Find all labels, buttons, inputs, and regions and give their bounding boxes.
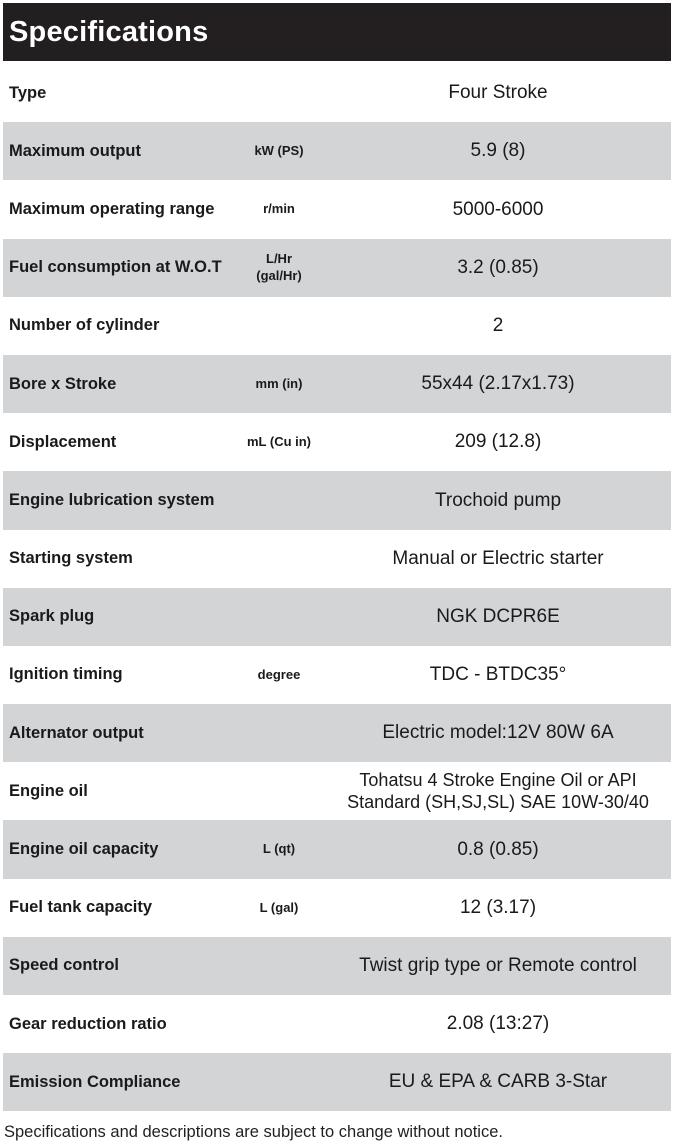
spec-row-maximum-output bbox=[3, 122, 671, 180]
spec-value: 2 bbox=[492, 314, 504, 336]
spec-table bbox=[3, 64, 671, 1111]
title-bar bbox=[3, 3, 671, 61]
spec-unit: degree bbox=[257, 666, 301, 682]
spec-row-number-of-cylinder bbox=[3, 297, 671, 355]
spec-label: Spark plug bbox=[9, 607, 95, 626]
spec-value: Twist grip type or Remote control bbox=[359, 955, 637, 977]
spec-value: 55x44 (2.17x1.73) bbox=[421, 373, 575, 395]
spec-label: Maximum output bbox=[9, 141, 141, 160]
spec-label: Alternator output bbox=[9, 723, 144, 742]
spec-value: Electric model:12V 80W 6A bbox=[382, 722, 614, 744]
spec-value: 12 (3.17) bbox=[459, 896, 537, 918]
spec-row-fuel-tank-capacity bbox=[3, 879, 671, 937]
spec-value: NGK DCPR6E bbox=[436, 605, 560, 627]
spec-value: TDC - BTDC35° bbox=[429, 664, 567, 686]
spec-row-fuel-consumption bbox=[3, 239, 671, 297]
spec-row-speed-control bbox=[3, 937, 671, 995]
spec-row-engine-oil-capacity bbox=[3, 820, 671, 878]
spec-value: 3.2 (0.85) bbox=[457, 256, 539, 278]
spec-unit: L (gal) bbox=[259, 899, 299, 915]
spec-value: 5000-6000 bbox=[452, 198, 544, 220]
spec-unit: L/Hr (gal/Hr) bbox=[256, 251, 302, 283]
spec-value: Manual or Electric starter bbox=[392, 547, 604, 569]
spec-row-ignition-timing bbox=[3, 646, 671, 704]
spec-label: Engine oil capacity bbox=[9, 840, 159, 859]
spec-unit: mm (in) bbox=[255, 375, 303, 391]
spec-value: 2.08 (13:27) bbox=[446, 1013, 550, 1035]
spec-label: Fuel tank capacity bbox=[9, 898, 153, 917]
spec-label: Engine oil bbox=[9, 781, 88, 800]
spec-row-spark-plug bbox=[3, 588, 671, 646]
spec-label: Bore x Stroke bbox=[9, 374, 117, 393]
spec-row-type bbox=[3, 64, 671, 122]
spec-label: Engine lubrication system bbox=[9, 490, 215, 509]
spec-row-displacement bbox=[3, 413, 671, 471]
spec-value: 5.9 (8) bbox=[470, 140, 526, 162]
spec-value: 0.8 (0.85) bbox=[457, 838, 539, 860]
spec-row-emission-compliance bbox=[3, 1053, 671, 1111]
spec-label: Starting system bbox=[9, 549, 133, 568]
spec-row-maximum-operating-range bbox=[3, 180, 671, 238]
spec-label: Speed control bbox=[9, 956, 120, 975]
footnote: Specifications and descriptions are subject to change without notice. bbox=[4, 1123, 503, 1141]
spec-label: Type bbox=[9, 83, 47, 102]
spec-row-gear-reduction-ratio bbox=[3, 995, 671, 1053]
spec-unit: kW (PS) bbox=[254, 143, 304, 159]
spec-label: Ignition timing bbox=[9, 665, 123, 684]
spec-unit: mL (Cu in) bbox=[246, 434, 312, 450]
spec-label: Emission Compliance bbox=[9, 1072, 181, 1091]
page-title: Specifications bbox=[9, 15, 209, 48]
spec-label: Gear reduction ratio bbox=[9, 1014, 167, 1033]
spec-value: Tohatsu 4 Stroke Engine Oil or API Standard (SH,SJ,SL) SAE 10W-30/40 bbox=[347, 769, 649, 813]
spec-row-bore-x-stroke bbox=[3, 355, 671, 413]
spec-value: Four Stroke bbox=[448, 82, 548, 104]
spec-row-engine-oil bbox=[3, 762, 671, 820]
spec-value: Trochoid pump bbox=[434, 489, 562, 511]
spec-label: Displacement bbox=[9, 432, 117, 451]
spec-label: Maximum operating range bbox=[9, 199, 215, 218]
spec-row-engine-lubrication-system bbox=[3, 471, 671, 529]
spec-unit: r/min bbox=[263, 201, 295, 217]
spec-label: Number of cylinder bbox=[9, 316, 160, 335]
spec-value: 209 (12.8) bbox=[454, 431, 542, 453]
spec-unit: L (qt) bbox=[262, 841, 296, 857]
spec-row-starting-system bbox=[3, 530, 671, 588]
spec-row-alternator-output bbox=[3, 704, 671, 762]
spec-label: Fuel consumption at W.O.T bbox=[9, 258, 222, 277]
spec-value: EU & EPA & CARB 3-Star bbox=[388, 1071, 608, 1093]
